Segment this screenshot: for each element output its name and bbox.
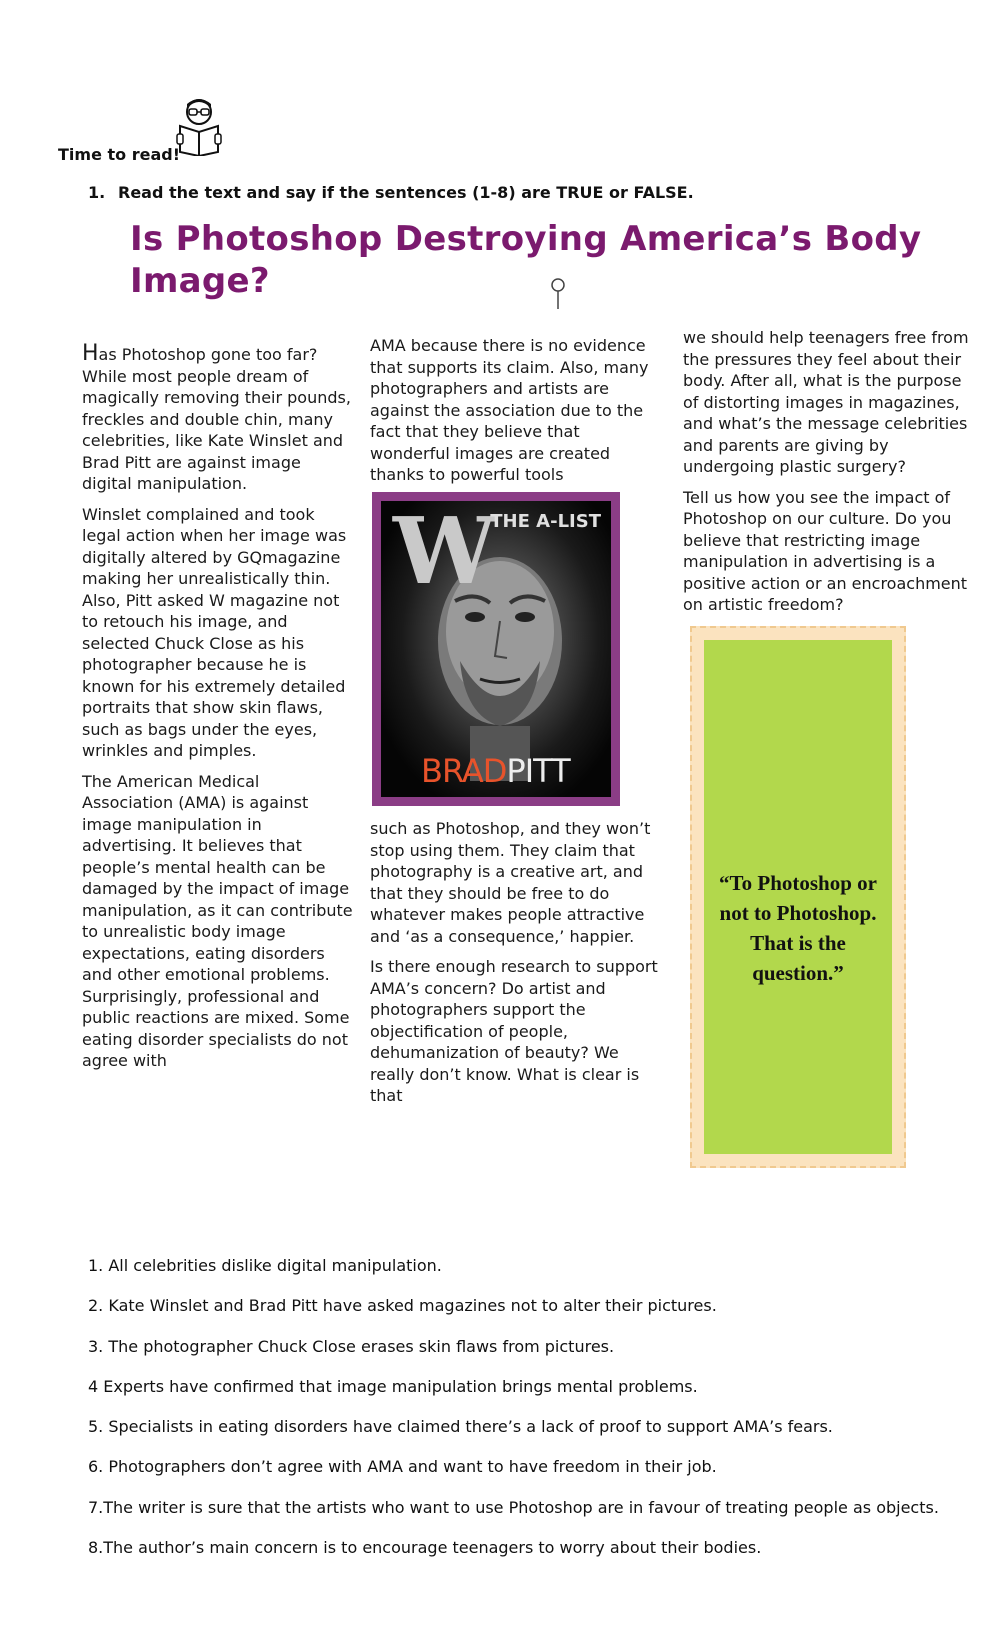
question-item: 8.The author’s main concern is to encourage teenagers to worry about their bodies. [88,1538,762,1558]
question-item: 5. Specialists in eating disorders have claimed there’s a lack of proof to support AMA’s fears. [88,1417,833,1437]
question-item: 1. All celebrities dislike digital manipulation. [88,1256,442,1275]
paragraph: we should help teenagers free from the pressures they feel about their body. After all, what is the purpose of distorting images in magazines, and what’s the message celebrities and parents are giving by undergoing plastic surgery? [683,328,969,476]
paragraph: AMA because there is no evidence that supports its claim. Also, many photographers and artists are against the association due to the fact that they believe that wonderful images are created thanks to powerful tools [370,336,649,484]
intro-heading: Time to read! [58,145,180,164]
cover-name: BRADPITT [421,752,570,790]
question-item: 4 Experts have confirmed that image manipulation brings mental problems. [88,1376,698,1396]
article-column-1 [82,343,354,1081]
magazine-logo: W [393,501,497,605]
question-item: 2. Kate Winslet and Brad Pitt have asked magazines not to alter their pictures. [88,1296,717,1316]
reading-person-icon [170,96,228,156]
question-list [88,1256,939,1578]
article-column-2-top [370,335,660,495]
pin-icon [550,278,566,310]
paragraph: Winslet complained and took legal action when her image was digitally altered by GQmagazine making her unrealistically thin. Also, Pitt asked W magazine not to retouch his image, and selected Chuck Close as his photographer because he is known for his extremely detailed portraits that show skin flaws, such as bags under the eyes, wrinkles and pimples. [82,504,347,760]
instruction [88,183,694,202]
drop-cap: H [82,341,99,366]
question-item: 7.The writer is sure that the artists who want to use Photoshop are in favour of treating people as objects. [88,1497,939,1517]
quote-box [690,626,906,1168]
magazine-cover-image [372,492,620,806]
article-title: Is Photoshop Destroying America’s Body Image? [130,219,922,301]
question-item: 6. Photographers don’t agree with AMA and want to have freedom in their job. [88,1457,717,1477]
article-column-3 [683,327,973,625]
question-item: 3. The photographer Chuck Close erases skin flaws from pictures. [88,1336,615,1356]
paragraph: The American Medical Association (AMA) is against image manipulation in advertising. It believes that people’s mental health can be damaged by the impact of image manipulation, as it can contribute to unrealistic body image expectations, eating disorders and other emotional problems. Surprisingly, professional and public reactions are mixed. Some eating disorder specialists do not agree with [82,771,353,1070]
article-column-2-bottom [370,818,660,1116]
quote-text: “To Photoshop or not to Photoshop. That is the question.” [719,871,877,985]
instruction-number: 1. [88,183,106,202]
cover-banner: THE A-LIST [490,511,601,532]
paragraph: Has Photoshop gone too far? While most people dream of magically removing their pounds, freckles and double chin, many celebrities, like Kate Winslet and Brad Pitt are against image digital manipulation. [82,341,351,493]
instruction-text: Read the text and say if the sentences (1-8) are TRUE or FALSE. [118,183,694,202]
paragraph: Is there enough research to support AMA’s concern? Do artist and photographers support the objectification of people, dehumanization of beauty? We really don’t know. What is clear is that [370,957,658,1105]
paragraph: such as Photoshop, and they won’t stop using them. They claim that photography is a creative art, and that they should be free to do whatever makes people attractive and ‘as a consequence,’ happier. [370,819,651,946]
paragraph: Tell us how you see the impact of Photoshop on our culture. Do you believe that restricting image manipulation in advertising is a positive action or an encroachment on artistic freedom? [683,487,968,614]
